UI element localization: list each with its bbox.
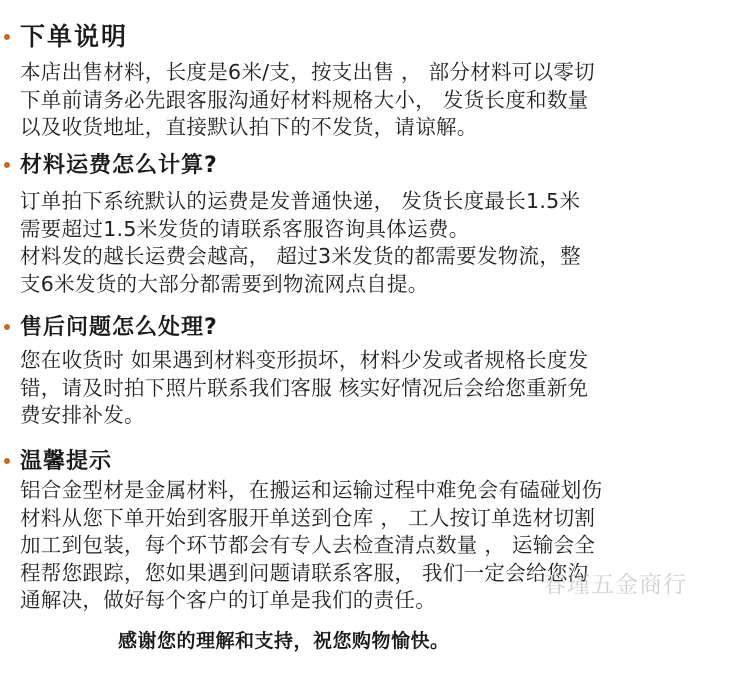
section-title: 材料运费怎么计算? [20,152,218,178]
section-title: 温馨提示 [20,448,113,474]
closing-message: 感谢您的理解和支持，祝您购物愉快。 [118,630,450,652]
section-heading [4,148,218,178]
section-body [20,347,735,430]
section-body [20,188,735,298]
body-line: 本店出售材料，长度是6米/支，按支出售 ， 部分材料可以零切 [20,60,595,84]
body-line: 程帮您跟踪，您如果遇到问题请联系客服， 我们一定会给您沟 [20,560,589,585]
body-line: 您在收货时 如果遇到材料变形损坏，材料少发或者规格长度发 [20,348,589,372]
shop-watermark: 春瑾五金商行 [543,572,687,598]
body-line: 需要超过1.5米发货的请联系客服咨询具体运费。 [20,216,470,241]
section-body [20,59,735,142]
section-heading [4,310,218,340]
bullet-icon [4,162,10,168]
body-line: 费安排补发。 [20,403,145,427]
bullet-icon [4,324,10,330]
body-line: 以及收货地址，直接默认拍下的不发货，请谅解。 [20,115,478,139]
body-line: 错，请及时拍下照片联系我们客服 核实好情况后会给您重新免 [20,375,589,400]
section-heading [4,444,112,474]
body-line: 下单前请务必先跟客服沟通好材料规格大小， 发货长度和数量 [20,87,589,112]
body-line: 通解决，做好每个客户的订单是我们的责任。 [20,588,436,612]
bullet-icon [4,458,10,464]
body-line: 支6米发货的大部分都需要到物流网点自提。 [20,271,429,296]
bullet-icon [4,34,10,40]
body-line: 材料发的越长运费会越高， 超过3米发货的都需要发物流，整 [20,244,581,268]
section-title: 售后问题怎么处理? [20,314,218,340]
section-heading [4,20,128,50]
body-line: 加工到包装，每个环节都会有专人去检查清点数量 ， 运输会全 [20,533,596,557]
body-line: 材料从您下单开始到客服开单送到仓库 ， 工人按订单选材切割 [20,505,596,530]
body-line: 订单拍下系统默认的运费是发普通快递， 发货长度最长1.5米 [20,189,581,213]
body-line: 铝合金型材是金属材料，在搬运和运输过程中难免会有磕碰划伤 [20,478,603,502]
section-title: 下单说明 [20,22,129,51]
